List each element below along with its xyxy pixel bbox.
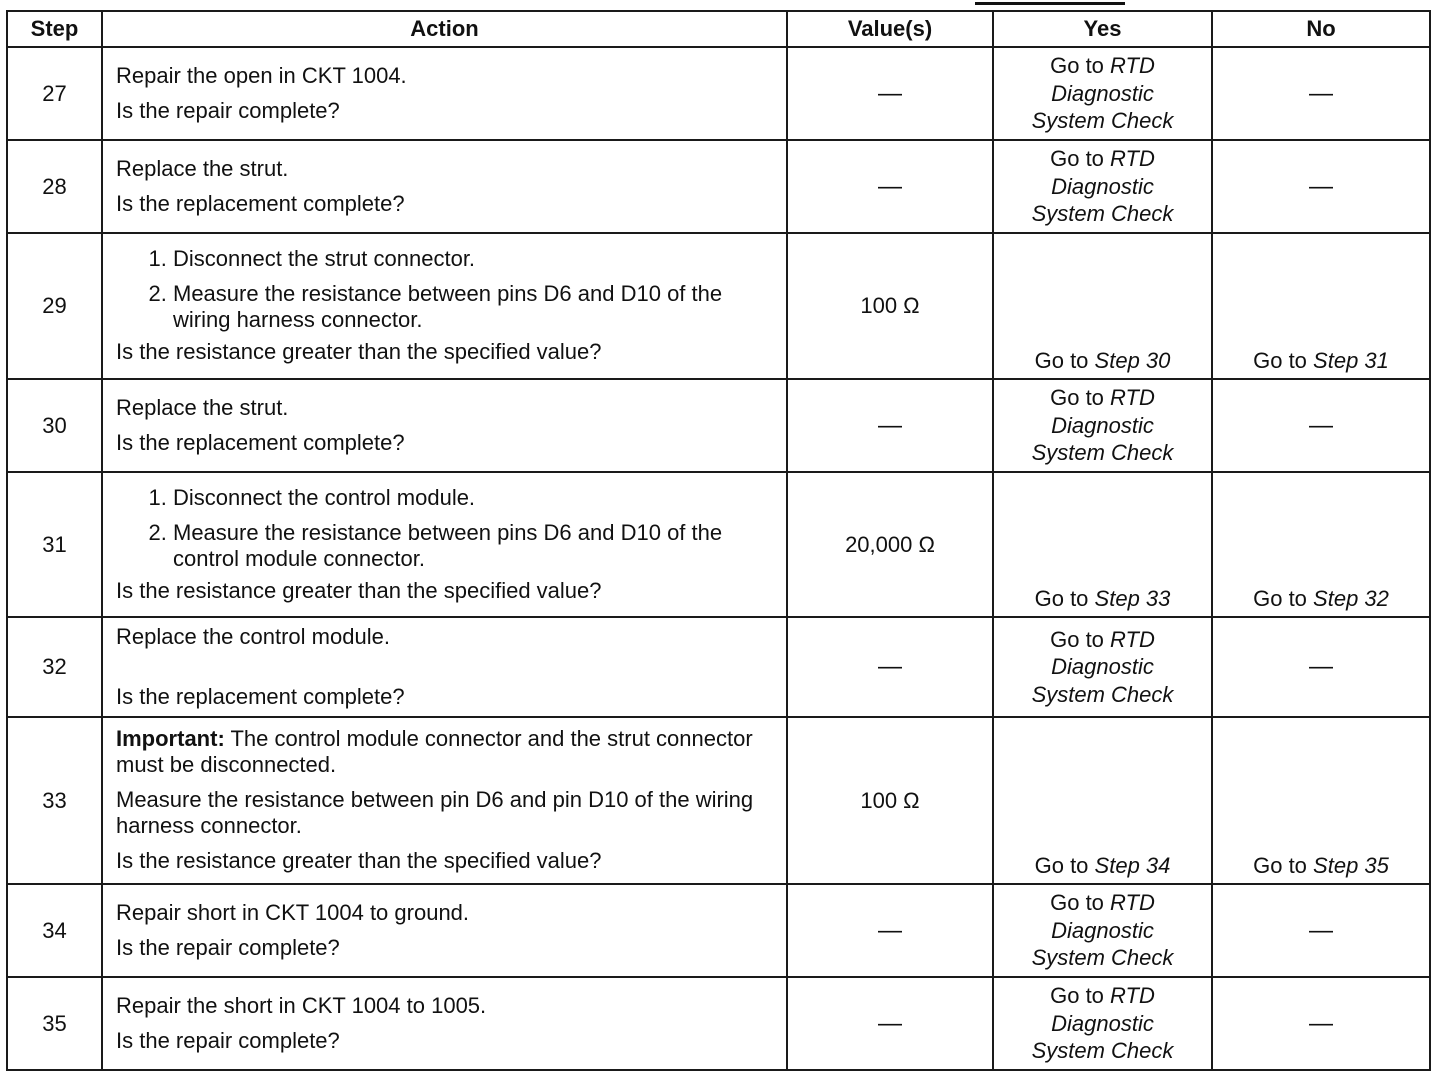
goto-prefix: Go to (1050, 626, 1104, 652)
no-link[interactable]: Step 32 (1313, 586, 1389, 611)
yes-cell (993, 977, 1212, 1070)
yes-cell (993, 617, 1212, 717)
step-number: 28 (7, 140, 102, 233)
action-question: Is the replacement complete? (116, 683, 405, 709)
value-cell: 20,000 Ω (787, 472, 993, 617)
goto-prefix: Go to (1050, 890, 1104, 916)
goto-prefix: Go to (1050, 53, 1104, 79)
action-cell (102, 233, 787, 379)
yes-link-cont[interactable]: System Check (1031, 201, 1174, 227)
action-cell (102, 717, 787, 884)
no-cell (1212, 233, 1430, 379)
header-step: Step (7, 11, 102, 47)
table-row-step-31 (7, 472, 1430, 617)
yes-link[interactable]: RTD (1110, 146, 1155, 172)
list-item: 2. Measure the resistance between pins D6 and D10 of the control module connector. (173, 520, 776, 572)
yes-link-cont[interactable]: Diagnostic (1051, 80, 1154, 106)
yes-cell (993, 47, 1212, 140)
action-question: Is the resistance greater than the specified value? (116, 339, 602, 364)
goto-prefix: Go to (1050, 146, 1104, 172)
header-action: Action (102, 11, 787, 47)
yes-link[interactable]: RTD (1110, 983, 1155, 1009)
action-line: Replace the strut. (116, 155, 289, 181)
value-cell: — (787, 47, 993, 140)
clipped-title-fragment (975, 0, 1125, 8)
list-item: 1. Disconnect the control module. (173, 485, 776, 511)
action-line: Repair the open in CKT 1004. (116, 62, 407, 88)
no-cell: — (1212, 379, 1430, 472)
header-yes: Yes (993, 11, 1212, 47)
header-values: Value(s) (787, 11, 993, 47)
goto-prefix: Go to (1034, 348, 1089, 373)
yes-link-cont[interactable]: System Check (1031, 108, 1174, 134)
yes-cell (993, 884, 1212, 977)
yes-link[interactable]: RTD (1110, 53, 1155, 79)
action-cell (102, 472, 787, 617)
action-question: Is the resistance greater than the specified value? (116, 848, 602, 873)
action-cell (102, 47, 787, 140)
yes-link[interactable]: Step 33 (1094, 586, 1171, 611)
action-question: Is the replacement complete? (116, 190, 405, 216)
yes-cell (993, 140, 1212, 233)
important-text: The control module connector and the strut connector must be disconnected. (116, 726, 753, 777)
table-row-step-32 (7, 617, 1430, 717)
yes-link-cont[interactable]: Diagnostic (1051, 412, 1154, 438)
yes-link-cont[interactable]: Diagnostic (1051, 1010, 1154, 1036)
table-row-step-30 (7, 379, 1430, 472)
action-question: Is the resistance greater than the specified value? (116, 577, 602, 603)
diagnostic-table (6, 10, 1431, 1071)
action-line: Measure the resistance between pin D6 and pin D10 of the wiring harness connector. (116, 787, 754, 838)
no-cell (1212, 717, 1430, 884)
action-line: Repair short in CKT 1004 to ground. (116, 899, 470, 925)
table-row-step-29 (7, 233, 1430, 379)
yes-link-cont[interactable]: System Check (1031, 440, 1174, 466)
action-line: Replace the control module. (116, 623, 390, 649)
yes-link-cont[interactable]: Diagnostic (1051, 654, 1154, 680)
table-row-step-34 (7, 884, 1430, 977)
list-item: 2. Measure the resistance between pins D6 and D10 of the wiring harness connector. (173, 281, 776, 333)
goto-prefix: Go to (1253, 586, 1307, 611)
action-cell (102, 617, 787, 717)
goto-prefix: Go to (1034, 853, 1089, 878)
yes-link[interactable]: RTD (1110, 626, 1155, 652)
value-cell: — (787, 379, 993, 472)
action-cell (102, 884, 787, 977)
table-header-row (7, 11, 1430, 47)
action-question: Is the repair complete? (116, 1027, 340, 1053)
step-number: 34 (7, 884, 102, 977)
value-cell: — (787, 884, 993, 977)
no-cell: — (1212, 617, 1430, 717)
no-cell: — (1212, 884, 1430, 977)
step-number: 35 (7, 977, 102, 1070)
value-cell: — (787, 617, 993, 717)
no-cell: — (1212, 47, 1430, 140)
step-number: 29 (7, 233, 102, 379)
goto-prefix: Go to (1253, 853, 1307, 878)
value-cell: 100 Ω (787, 233, 993, 379)
no-cell: — (1212, 140, 1430, 233)
yes-link[interactable]: Step 34 (1094, 853, 1171, 878)
goto-prefix: Go to (1050, 983, 1104, 1009)
yes-link[interactable]: Step 30 (1094, 348, 1171, 373)
step-number: 30 (7, 379, 102, 472)
step-number: 27 (7, 47, 102, 140)
yes-link-cont[interactable]: Diagnostic (1051, 917, 1154, 943)
list-item: 1. Disconnect the strut connector. (173, 246, 776, 272)
important-label: Important: (116, 726, 225, 751)
no-link[interactable]: Step 35 (1313, 853, 1389, 878)
step-number: 32 (7, 617, 102, 717)
action-cell (102, 379, 787, 472)
action-question: Is the repair complete? (116, 97, 340, 123)
goto-prefix: Go to (1253, 348, 1307, 373)
yes-link[interactable]: RTD (1110, 385, 1155, 411)
yes-cell (993, 717, 1212, 884)
header-no: No (1212, 11, 1430, 47)
action-list (116, 485, 776, 572)
step-number: 31 (7, 472, 102, 617)
table-row-step-35 (7, 977, 1430, 1070)
no-cell: — (1212, 977, 1430, 1070)
table-row-step-28 (7, 140, 1430, 233)
yes-cell (993, 233, 1212, 379)
yes-link[interactable]: RTD (1110, 890, 1155, 916)
action-line: Repair the short in CKT 1004 to 1005. (116, 992, 487, 1018)
yes-link-cont[interactable]: System Check (1031, 945, 1174, 971)
no-link[interactable]: Step 31 (1313, 348, 1389, 373)
yes-link-cont[interactable]: System Check (1031, 681, 1174, 707)
value-cell: — (787, 140, 993, 233)
step-number: 33 (7, 717, 102, 884)
value-cell: 100 Ω (787, 717, 993, 884)
action-cell (102, 140, 787, 233)
value-cell: — (787, 977, 993, 1070)
yes-cell (993, 379, 1212, 472)
yes-link-cont[interactable]: System Check (1031, 1038, 1174, 1064)
action-question: Is the replacement complete? (116, 429, 405, 455)
table-row-step-27 (7, 47, 1430, 140)
action-question: Is the repair complete? (116, 934, 340, 960)
yes-cell (993, 472, 1212, 617)
yes-link-cont[interactable]: Diagnostic (1051, 173, 1154, 199)
action-line: Replace the strut. (116, 394, 289, 420)
table-row-step-33 (7, 717, 1430, 884)
action-list (116, 246, 776, 333)
goto-prefix: Go to (1034, 586, 1089, 611)
goto-prefix: Go to (1050, 385, 1104, 411)
no-cell (1212, 472, 1430, 617)
action-cell (102, 977, 787, 1070)
important-note (116, 726, 776, 778)
